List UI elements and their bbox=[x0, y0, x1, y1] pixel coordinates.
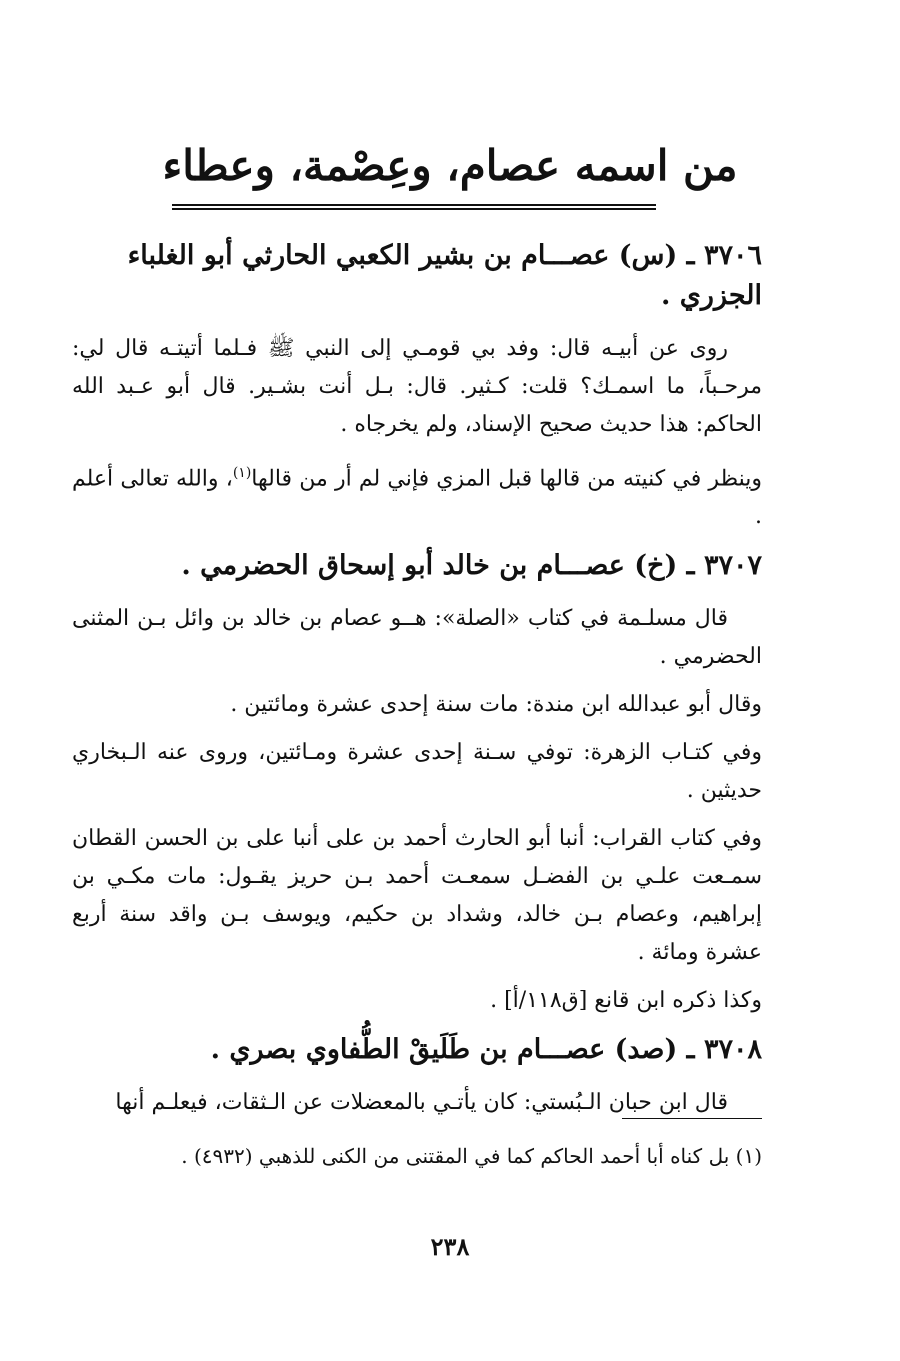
chapter-title: من اسمه عصام، وعِصْمة، وعطاء bbox=[162, 141, 738, 190]
footnote-separator bbox=[622, 1118, 762, 1119]
entry-3706-note bbox=[72, 454, 762, 536]
footnote-reference[interactable]: (١) bbox=[232, 465, 252, 481]
footnote: (١) بل كناه أبا أحمد الحاكم كما في المقتنى من الكنى للذهبي (٤٩٣٢) . bbox=[181, 1144, 762, 1168]
entry-3706-note-text: وينظر في كنيته من قالها قبل المزي فإني لم أر من قالها bbox=[251, 466, 762, 492]
entry-heading-3706: ٣٧٠٦ ـ (س) عصـــام بن بشير الكعبي الحارثي أبو الغلباء الجزري . bbox=[127, 240, 762, 311]
entry-heading-3708: ٣٧٠٨ ـ (صد) عصـــام بن طَلَيقْ الطُّفاوي بصري . bbox=[210, 1034, 762, 1066]
entry-3706-paragraph: روى عن أبيـه قال: وفد بي قومـي إلى النبي ﷺ فـلما أتيتـه قال لي: مرحـباً، ما اسمـك؟ قلت: كـثير. قال: بـل أنت بشـير. قال أبو عـبد الله الحاكم: هذا حديث صحيح الإسناد، ولم يخرجاه . bbox=[72, 336, 762, 437]
entry-3707-paragraph: قال مسلـمة في كتاب «الصلة»: هــو عصام بن خالد بن وائل بـن المثنى الحضرمي . bbox=[72, 606, 762, 670]
title-double-rule bbox=[172, 204, 656, 210]
entry-3707-paragraph: وكذا ذكره ابن قانع [ق١١٨/أ] . bbox=[490, 988, 762, 1014]
entry-3707-paragraph: وفي كتاب القراب: أنبا أبو الحارث أحمد بن على أنبا على بن الحسن القطان سمـعت علـي بن الفضـل سمعـت أحمد بـن حريز يقـول: مات مكـي بن إبراهيم، وعصام بـن خالد، وشداد بن حكيم، ويوسف بـن واقد سنة أربع عشرة ومائة . bbox=[72, 826, 762, 966]
page-number: ٢٣٨ bbox=[430, 1232, 470, 1261]
entry-3708-paragraph: قال ابن حبان الـبُستي: كان يأتـي بالمعضلات عن الـثقات، فيعلـم أنها bbox=[115, 1090, 728, 1116]
entry-3707-paragraph: وفي كتـاب الزهرة: توفي سـنة إحدى عشرة ومـائتين، وروى عنه الـبخاري حديثين . bbox=[72, 740, 762, 804]
page-body bbox=[72, 228, 762, 1132]
entry-3707-paragraph: وقال أبو عبدالله ابن مندة: مات سنة إحدى عشرة ومائتين . bbox=[230, 692, 762, 718]
entry-heading-3707: ٣٧٠٧ ـ (خ) عصـــام بن خالد أبو إسحاق الحضرمي . bbox=[181, 550, 762, 582]
entry-3706-note-tail: ، والله تعالى أعلم . bbox=[72, 466, 762, 530]
